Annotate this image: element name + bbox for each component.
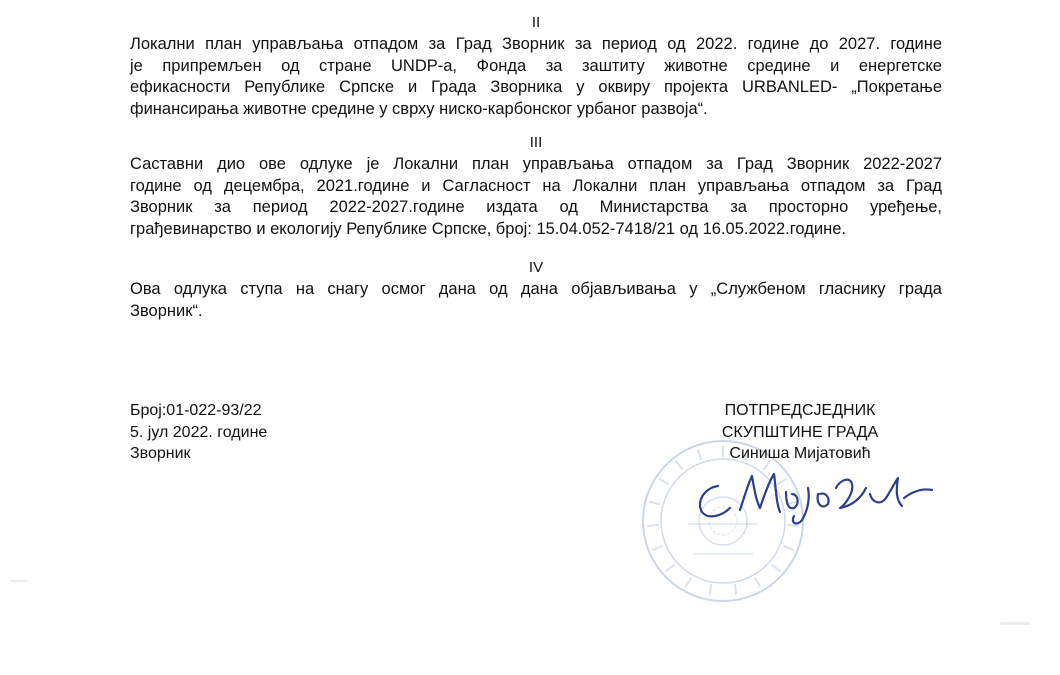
paragraph-line: Зворник за период 2022-2027.године издата од Министарства за просторно уређење, bbox=[130, 198, 942, 216]
section-3-paragraph bbox=[130, 154, 942, 240]
paragraph-line: Зворник“. bbox=[130, 301, 203, 320]
section-2-paragraph bbox=[130, 34, 942, 120]
scan-artifact bbox=[10, 580, 28, 582]
document-meta bbox=[130, 400, 267, 465]
signatory-title: ПОТПРЕДСЈЕДНИК bbox=[724, 402, 876, 419]
document-number: Број:01-022-93/22 bbox=[130, 402, 262, 419]
paragraph-line: ефикасности Републике Српске и Града Зворника у оквиру пројекта URBANLED- „Покретање bbox=[130, 78, 942, 96]
signatory-name: Синиша Мијатовић bbox=[729, 445, 871, 462]
paragraph-line: Ова одлука ступа на снагу осмог дана од дана објављивања у „Службеном гласнику града bbox=[130, 280, 942, 298]
section-2-numeral: II bbox=[531, 14, 541, 31]
document-date: 5. јул 2022. године bbox=[130, 423, 268, 441]
paragraph-line: Локални план управљања отпадом за Град Зворник за период од 2022. године до 2027. године bbox=[130, 35, 942, 53]
paragraph-line: је припремљен од стране UNDP-а, Фонда за заштиту животне средине и енергетске bbox=[130, 56, 942, 75]
scan-artifact bbox=[1000, 622, 1030, 625]
document-place: Зворник bbox=[130, 445, 191, 462]
paragraph-line: грађевинарство и екологију Републике Српске, број: 15.04.052-7418/21 од 16.05.2022.године. bbox=[130, 219, 846, 238]
section-3-numeral: III bbox=[529, 134, 543, 151]
paragraph-line: године од децембра, 2021.године и Сагласност на Локални план управљања отпадом за Град bbox=[130, 176, 942, 195]
section-4-paragraph bbox=[130, 279, 942, 322]
signatory-block bbox=[700, 400, 900, 465]
paragraph-line: финансирања животне средине у сврху ниско-карбонског урбаног развоја“. bbox=[130, 99, 708, 118]
paragraph-line: Саставни дио ове одлуке је Локални план управљања отпадом за Град Зворник 2022-2027 bbox=[130, 155, 942, 173]
handwritten-signature-icon bbox=[690, 458, 940, 528]
section-4-numeral: IV bbox=[528, 259, 544, 276]
signatory-title: СКУПШТИНЕ ГРАДА bbox=[721, 423, 879, 441]
